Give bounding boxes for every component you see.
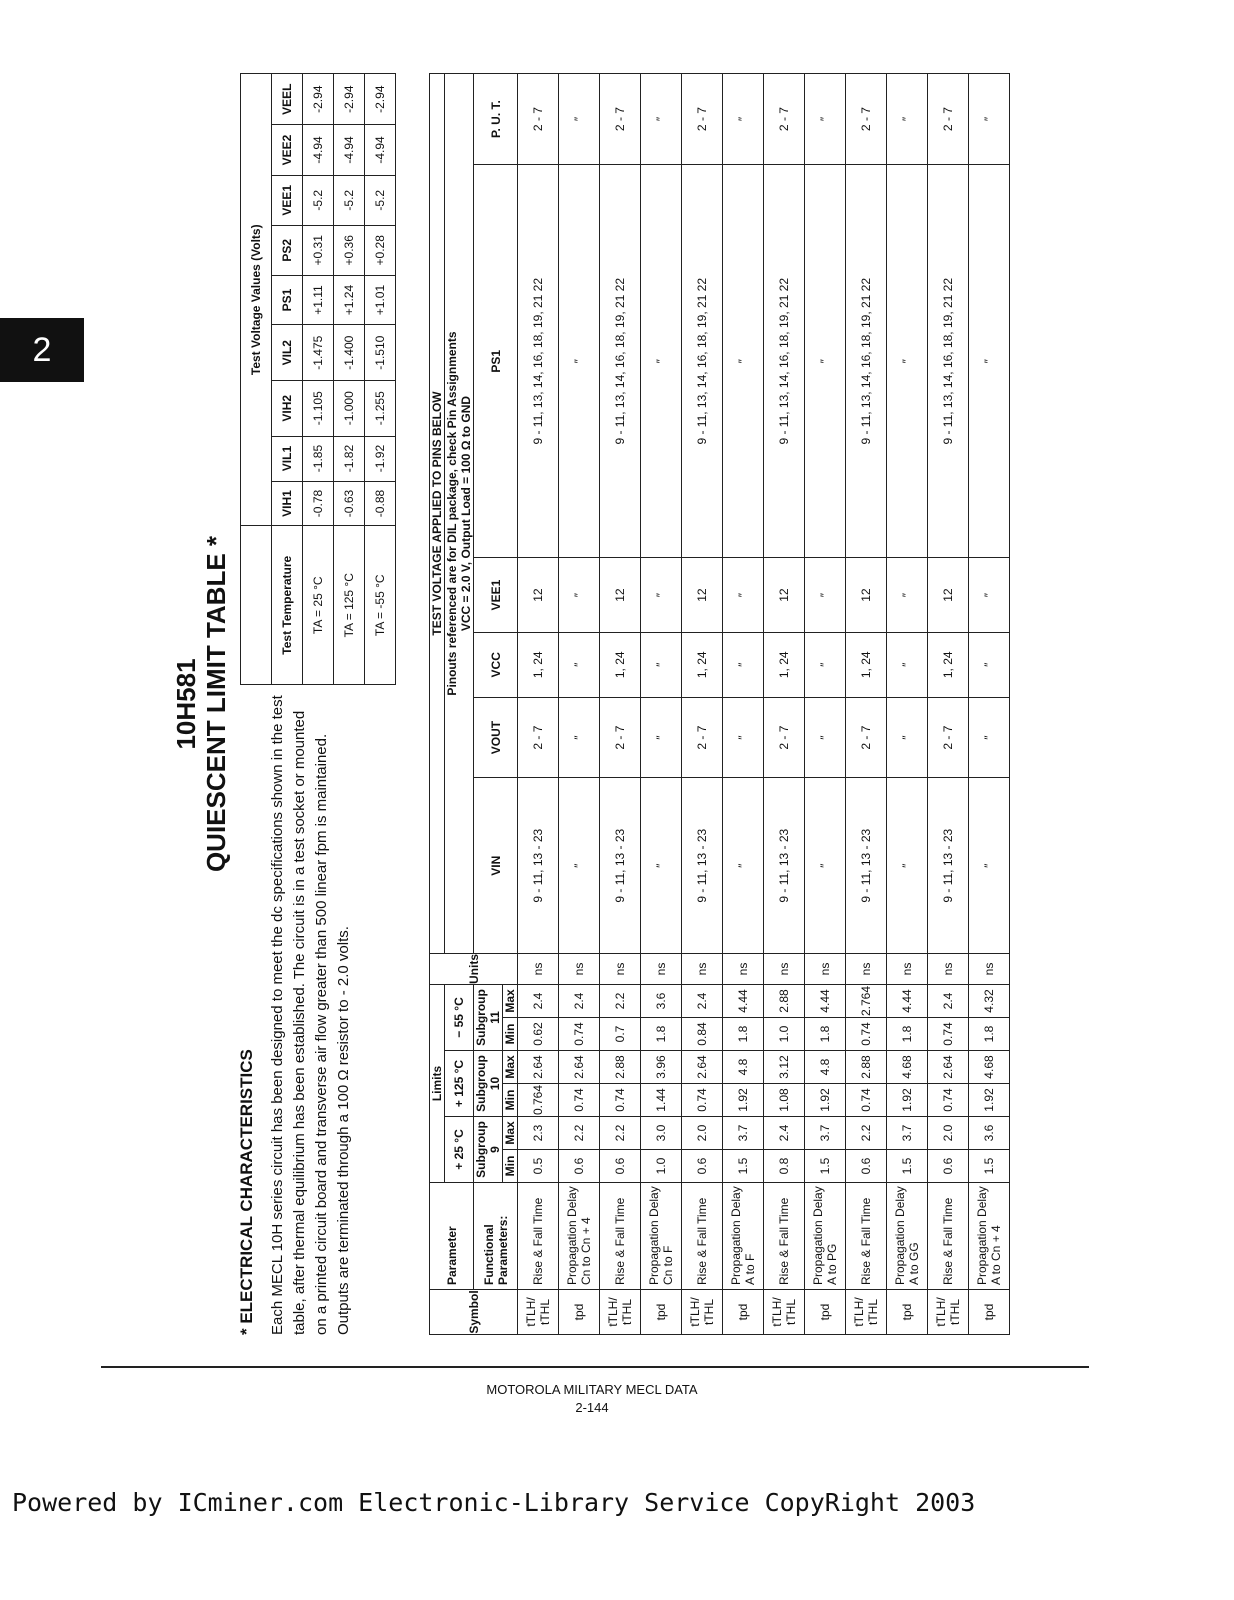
limit-cell: 0.74 (682, 1084, 723, 1117)
limit-cell: 3.6 (969, 1117, 1010, 1150)
pin-cell: 1, 24 (846, 632, 887, 697)
vt-value-cell: -2.94 (334, 74, 365, 125)
vt-temp-cell: TA = 125 °C (334, 526, 365, 685)
limit-cell: 1.8 (723, 1018, 764, 1051)
symbol-cell: tTLH/ tTHL (928, 1290, 969, 1335)
pin-cell: 1, 24 (928, 632, 969, 697)
limit-cell: 2.88 (846, 1051, 887, 1084)
vt-header-7: VEE1 (272, 175, 303, 225)
vt-header-6: PS2 (272, 225, 303, 275)
limit-cell: 1.5 (969, 1150, 1010, 1183)
vt-value-cell: -4.94 (365, 125, 396, 175)
main-table (429, 73, 1010, 1335)
pin-cell: ″ (723, 778, 764, 954)
h-ps1: PS1 (474, 165, 518, 558)
table-row (641, 74, 682, 1335)
units-cell: ns (559, 954, 600, 985)
h-symbol: Symbol (430, 1290, 518, 1335)
pinout-note: Pinouts referenced are for DIL package, check Pin Assignments (445, 331, 459, 696)
units-cell: ns (682, 954, 723, 985)
pin-cell: ″ (887, 632, 928, 697)
limit-cell: 3.6 (641, 985, 682, 1018)
parameter-cell: Propagation Delay A to GG (887, 1183, 928, 1290)
h-test-voltage: TEST VOLTAGE APPLIED TO PINS BELOW (430, 74, 445, 954)
symbol-cell: tpd (641, 1290, 682, 1335)
pin-cell: 9 - 11, 13, 14, 16, 18, 19, 21 22 (846, 165, 887, 558)
limit-cell: 1.92 (969, 1084, 1010, 1117)
h-temp-25: + 25 °C (445, 1117, 474, 1183)
pin-cell: 9 - 11, 13, 14, 16, 18, 19, 21 22 (928, 165, 969, 558)
pin-cell: 9 - 11, 13, 14, 16, 18, 19, 21 22 (600, 165, 641, 558)
symbol-cell: tpd (805, 1290, 846, 1335)
pin-cell: 12 (682, 558, 723, 632)
pin-cell: 9 - 11, 13 - 23 (518, 778, 559, 954)
symbol-cell: tTLH/ tTHL (682, 1290, 723, 1335)
vt-header-5: PS1 (272, 275, 303, 325)
vt-value-cell: -2.94 (303, 74, 334, 125)
limit-cell: 4.44 (723, 985, 764, 1018)
pin-cell: 2 - 7 (682, 697, 723, 778)
symbol-cell: tpd (969, 1290, 1010, 1335)
limit-cell: 0.62 (518, 1018, 559, 1051)
h-units: Units (430, 954, 518, 985)
pin-cell: ″ (887, 558, 928, 632)
pin-cell: 9 - 11, 13 - 23 (682, 778, 723, 954)
pin-cell: 2 - 7 (518, 74, 559, 165)
limit-cell: 0.74 (846, 1084, 887, 1117)
limit-cell: 2.0 (682, 1117, 723, 1150)
parameter-cell: Propagation Delay A to F (723, 1183, 764, 1290)
vt-value-cell: -4.94 (303, 125, 334, 175)
limit-cell: 0.6 (682, 1150, 723, 1183)
table-row (682, 74, 723, 1335)
units-cell: ns (928, 954, 969, 985)
parameter-cell: Propagation Delay Cn to Cn + 4 (559, 1183, 600, 1290)
footer-rule (101, 1366, 1089, 1368)
pin-cell: ″ (805, 697, 846, 778)
parameter-cell: Rise & Fall Time (764, 1183, 805, 1290)
limit-cell: 3.7 (723, 1117, 764, 1150)
pin-cell: 9 - 11, 13 - 23 (928, 778, 969, 954)
limit-cell: 0.6 (846, 1150, 887, 1183)
limit-cell: 1.44 (641, 1084, 682, 1117)
vt-value-cell: -1.000 (334, 380, 365, 436)
symbol-cell: tTLH/ tTHL (518, 1290, 559, 1335)
pin-cell: 9 - 11, 13 - 23 (600, 778, 641, 954)
pin-cell: 1, 24 (600, 632, 641, 697)
vt-value-cell: -0.78 (303, 481, 334, 526)
pin-cell: ″ (805, 778, 846, 954)
limit-cell: 2.88 (764, 985, 805, 1018)
limit-cell: 0.764 (518, 1084, 559, 1117)
vt-header-row (272, 74, 303, 685)
h-subgroup-9: Subgroup 9 (474, 1117, 503, 1183)
limit-cell: 0.74 (846, 1018, 887, 1051)
vt-header-2: VIL1 (272, 436, 303, 481)
footer-page-number: 2-144 (575, 1400, 609, 1415)
h-min: Min (503, 1084, 518, 1117)
limit-cell: 2.88 (600, 1051, 641, 1084)
limit-cell: 0.74 (928, 1018, 969, 1051)
units-cell: ns (723, 954, 764, 985)
parameter-cell: Rise & Fall Time (682, 1183, 723, 1290)
vt-value-cell: +0.31 (303, 225, 334, 275)
pin-cell: 9 - 11, 13, 14, 16, 18, 19, 21 22 (764, 165, 805, 558)
pin-cell: ″ (805, 165, 846, 558)
limit-cell: 1.92 (723, 1084, 764, 1117)
pin-cell: 2 - 7 (518, 697, 559, 778)
pin-cell: ″ (559, 632, 600, 697)
limit-cell: 2.64 (682, 1051, 723, 1084)
pin-cell: 2 - 7 (764, 697, 805, 778)
footer-publisher: MOTOROLA MILITARY MECL DATA (486, 1382, 698, 1397)
page-subtitle: QUIESCENT LIMIT TABLE * (201, 535, 231, 873)
limit-cell: 2.2 (600, 1117, 641, 1150)
pin-cell: ″ (723, 697, 764, 778)
pin-cell: 9 - 11, 13 - 23 (846, 778, 887, 954)
powered-by-text: Powered by ICminer.com Electronic-Library Service CopyRight 2003 (12, 1488, 976, 1517)
vt-value-cell: -1.400 (334, 325, 365, 381)
table-row (887, 74, 928, 1335)
limit-cell: 0.6 (928, 1150, 969, 1183)
units-cell: ns (764, 954, 805, 985)
pin-cell: 9 - 11, 13, 14, 16, 18, 19, 21 22 (518, 165, 559, 558)
vt-value-cell: +0.36 (334, 225, 365, 275)
limit-cell: 4.68 (969, 1051, 1010, 1084)
pin-cell: ″ (641, 778, 682, 954)
vt-value-cell: -1.510 (365, 325, 396, 381)
limit-cell: 0.74 (600, 1084, 641, 1117)
h-vout: VOUT (474, 697, 518, 778)
limit-cell: 2.764 (846, 985, 887, 1018)
limit-cell: 2.0 (928, 1117, 969, 1150)
pin-cell: 1, 24 (682, 632, 723, 697)
load-note: VCC = 2.0 V, Output Load = 100 Ω to GND (459, 395, 473, 632)
limit-cell: 1.5 (805, 1150, 846, 1183)
limit-cell: 3.96 (641, 1051, 682, 1084)
vt-value-cell: -1.92 (365, 436, 396, 481)
parameter-cell: Rise & Fall Time (928, 1183, 969, 1290)
vt-header-0: Test Temperature (272, 526, 303, 685)
vt-header-4: VIL2 (272, 325, 303, 381)
vt-value-cell: +1.11 (303, 275, 334, 325)
pin-cell: 12 (764, 558, 805, 632)
note-heading: * ELECTRICAL CHARACTERISTICS (237, 1049, 256, 1335)
vt-value-cell: -1.105 (303, 380, 334, 436)
limit-cell: 3.7 (887, 1117, 928, 1150)
vt-value-cell: +0.28 (365, 225, 396, 275)
h-pinout-note (445, 74, 474, 954)
units-cell: ns (600, 954, 641, 985)
pin-cell: ″ (559, 697, 600, 778)
pin-cell: ″ (723, 558, 764, 632)
pin-cell: ″ (641, 165, 682, 558)
limit-cell: 1.0 (641, 1150, 682, 1183)
limit-cell: 1.8 (969, 1018, 1010, 1051)
pin-cell: 2 - 7 (682, 74, 723, 165)
h-min: Min (503, 1150, 518, 1183)
pin-cell: 12 (846, 558, 887, 632)
limit-cell: 0.6 (600, 1150, 641, 1183)
pin-cell: 2 - 7 (928, 697, 969, 778)
h-max: Max (503, 1051, 518, 1084)
units-cell: ns (887, 954, 928, 985)
pin-cell: 2 - 7 (928, 74, 969, 165)
table-row (518, 74, 559, 1335)
pin-cell: 2 - 7 (600, 74, 641, 165)
h-temp-55: − 55 °C (445, 985, 474, 1051)
symbol-cell: tTLH/ tTHL (846, 1290, 887, 1335)
limit-cell: 2.4 (518, 985, 559, 1018)
pin-cell: 2 - 7 (846, 74, 887, 165)
limit-cell: 0.8 (764, 1150, 805, 1183)
pin-cell: ″ (641, 697, 682, 778)
h-put: P. U. T. (474, 74, 518, 165)
parameter-cell: Propagation Delay Cn to F (641, 1183, 682, 1290)
table-row (846, 74, 887, 1335)
pin-cell: 2 - 7 (764, 74, 805, 165)
vt-value-cell: +1.24 (334, 275, 365, 325)
limit-cell: 3.7 (805, 1117, 846, 1150)
vt-value-cell: -1.82 (334, 436, 365, 481)
vt-row (334, 74, 365, 685)
units-cell: ns (805, 954, 846, 985)
vt-row (303, 74, 334, 685)
h-functional: Functional Parameters: (474, 1183, 518, 1290)
limit-cell: 4.44 (887, 985, 928, 1018)
pin-cell: ″ (723, 632, 764, 697)
limit-cell: 0.74 (928, 1084, 969, 1117)
vt-header-8: VEE2 (272, 125, 303, 175)
pin-cell: ″ (969, 165, 1010, 558)
vt-group-header: Test Voltage Values (Volts) (241, 74, 272, 527)
limit-cell: 1.8 (887, 1018, 928, 1051)
limit-cell: 3.12 (764, 1051, 805, 1084)
limit-cell: 0.84 (682, 1018, 723, 1051)
pin-cell: ″ (969, 74, 1010, 165)
h-subgroup-11: Subgroup 11 (474, 985, 503, 1051)
parameter-cell: Rise & Fall Time (600, 1183, 641, 1290)
limit-cell: 4.8 (723, 1051, 764, 1084)
h-vcc: VCC (474, 632, 518, 697)
parameter-cell: Rise & Fall Time (846, 1183, 887, 1290)
units-cell: ns (969, 954, 1010, 985)
limit-cell: 1.8 (641, 1018, 682, 1051)
table-row (969, 74, 1010, 1335)
pin-cell: ″ (969, 632, 1010, 697)
vt-temp-cell: TA = 25 °C (303, 526, 334, 685)
limit-cell: 2.64 (518, 1051, 559, 1084)
h-limits: Limits (430, 985, 445, 1183)
limit-cell: 2.3 (518, 1117, 559, 1150)
parameter-cell: Propagation Delay A to Cn + 4 (969, 1183, 1010, 1290)
vt-header-1: VIH1 (272, 481, 303, 526)
table-row (723, 74, 764, 1335)
table-row (600, 74, 641, 1335)
limit-cell: 1.8 (805, 1018, 846, 1051)
h-temp-125: + 125 °C (445, 1051, 474, 1117)
vt-value-cell: -4.94 (334, 125, 365, 175)
limit-cell: 2.2 (846, 1117, 887, 1150)
pin-cell: ″ (805, 632, 846, 697)
h-vee1: VEE1 (474, 558, 518, 632)
pin-cell: 12 (928, 558, 969, 632)
h-subgroup-10: Subgroup 10 (474, 1051, 503, 1117)
pin-cell: ″ (723, 165, 764, 558)
limit-cell: 2.4 (928, 985, 969, 1018)
limit-cell: 2.4 (682, 985, 723, 1018)
vt-value-cell: -1.85 (303, 436, 334, 481)
h-max: Max (503, 985, 518, 1018)
note-text: Each MECL 10H series circuit has been designed to meet the dc specifications shown in the test table, after thermal equilibrium has been established. The circuit is in a test socket or mounted on a printed circuit board and transverse air flow greater than 500 linear fpm is maintained. Outputs are terminated through a 100 Ω resistor to - 2.0 volts. (269, 695, 352, 1335)
vt-value-cell: -1.475 (303, 325, 334, 381)
vt-header-3: VIH2 (272, 380, 303, 436)
pin-cell: 1, 24 (518, 632, 559, 697)
vt-header-9: VEEL (272, 74, 303, 125)
limit-cell: 4.32 (969, 985, 1010, 1018)
limit-cell: 1.5 (887, 1150, 928, 1183)
voltage-table (240, 73, 396, 685)
pin-cell: 9 - 11, 13 - 23 (764, 778, 805, 954)
page-title: 10H581 (171, 658, 201, 750)
h-max: Max (503, 1117, 518, 1150)
vt-value-cell: -0.88 (365, 481, 396, 526)
limit-cell: 2.4 (559, 985, 600, 1018)
pin-cell: ″ (559, 74, 600, 165)
rotated-content (171, 73, 1234, 1335)
symbol-cell: tpd (723, 1290, 764, 1335)
pin-cell: ″ (805, 558, 846, 632)
h-parameter: Parameter (430, 1183, 474, 1290)
parameter-cell: Rise & Fall Time (518, 1183, 559, 1290)
limit-cell: 4.68 (887, 1051, 928, 1084)
limit-cell: 1.92 (887, 1084, 928, 1117)
pin-cell: 1, 24 (764, 632, 805, 697)
symbol-cell: tpd (887, 1290, 928, 1335)
limit-cell: 2.2 (559, 1117, 600, 1150)
vt-value-cell: -5.2 (365, 175, 396, 225)
symbol-cell: tpd (559, 1290, 600, 1335)
vt-value-cell: -1.255 (365, 380, 396, 436)
pin-cell: ″ (887, 778, 928, 954)
table-row (805, 74, 846, 1335)
pin-cell: ″ (969, 558, 1010, 632)
limit-cell: 0.74 (559, 1084, 600, 1117)
vt-temp-cell: TA = -55 °C (365, 526, 396, 685)
pin-cell: ″ (559, 558, 600, 632)
vt-value-cell: -0.63 (334, 481, 365, 526)
pin-cell: ″ (969, 697, 1010, 778)
units-cell: ns (518, 954, 559, 985)
pin-cell: ″ (641, 632, 682, 697)
limit-cell: 1.08 (764, 1084, 805, 1117)
pin-cell: ″ (559, 165, 600, 558)
table-row (559, 74, 600, 1335)
vt-value-cell: -5.2 (334, 175, 365, 225)
h-min: Min (503, 1018, 518, 1051)
pin-cell: ″ (887, 165, 928, 558)
limit-cell: 0.5 (518, 1150, 559, 1183)
parameter-cell: Propagation Delay A to PG (805, 1183, 846, 1290)
limit-cell: 2.64 (559, 1051, 600, 1084)
pin-cell: ″ (559, 778, 600, 954)
pin-cell: 12 (518, 558, 559, 632)
limit-cell: 2.4 (764, 1117, 805, 1150)
vt-row (365, 74, 396, 685)
pin-cell: 9 - 11, 13, 14, 16, 18, 19, 21 22 (682, 165, 723, 558)
pin-cell: 2 - 7 (846, 697, 887, 778)
limit-cell: 1.0 (764, 1018, 805, 1051)
limit-cell: 1.5 (723, 1150, 764, 1183)
pin-cell: ″ (641, 558, 682, 632)
vt-corner (241, 526, 272, 685)
limit-cell: 2.64 (928, 1051, 969, 1084)
vt-value-cell: -2.94 (365, 74, 396, 125)
limit-cell: 2.2 (600, 985, 641, 1018)
symbol-cell: tTLH/ tTHL (764, 1290, 805, 1335)
h-vin: VIN (474, 778, 518, 954)
limit-cell: 0.7 (600, 1018, 641, 1051)
pin-cell: ″ (641, 74, 682, 165)
pin-cell: ″ (805, 74, 846, 165)
units-cell: ns (641, 954, 682, 985)
pin-cell: ″ (887, 697, 928, 778)
limit-cell: 4.44 (805, 985, 846, 1018)
pin-cell: ″ (887, 74, 928, 165)
pin-cell: ″ (723, 74, 764, 165)
limit-cell: 0.74 (559, 1018, 600, 1051)
table-row (928, 74, 969, 1335)
vt-value-cell: -5.2 (303, 175, 334, 225)
pin-cell: 2 - 7 (600, 697, 641, 778)
limit-cell: 0.6 (559, 1150, 600, 1183)
symbol-cell: tTLH/ tTHL (600, 1290, 641, 1335)
table-row (764, 74, 805, 1335)
units-cell: ns (846, 954, 887, 985)
section-tab: 2 (0, 318, 84, 382)
limit-cell: 3.0 (641, 1117, 682, 1150)
limit-cell: 4.8 (805, 1051, 846, 1084)
pin-cell: 12 (600, 558, 641, 632)
limit-cell: 1.92 (805, 1084, 846, 1117)
vt-value-cell: +1.01 (365, 275, 396, 325)
pin-cell: ″ (969, 778, 1010, 954)
